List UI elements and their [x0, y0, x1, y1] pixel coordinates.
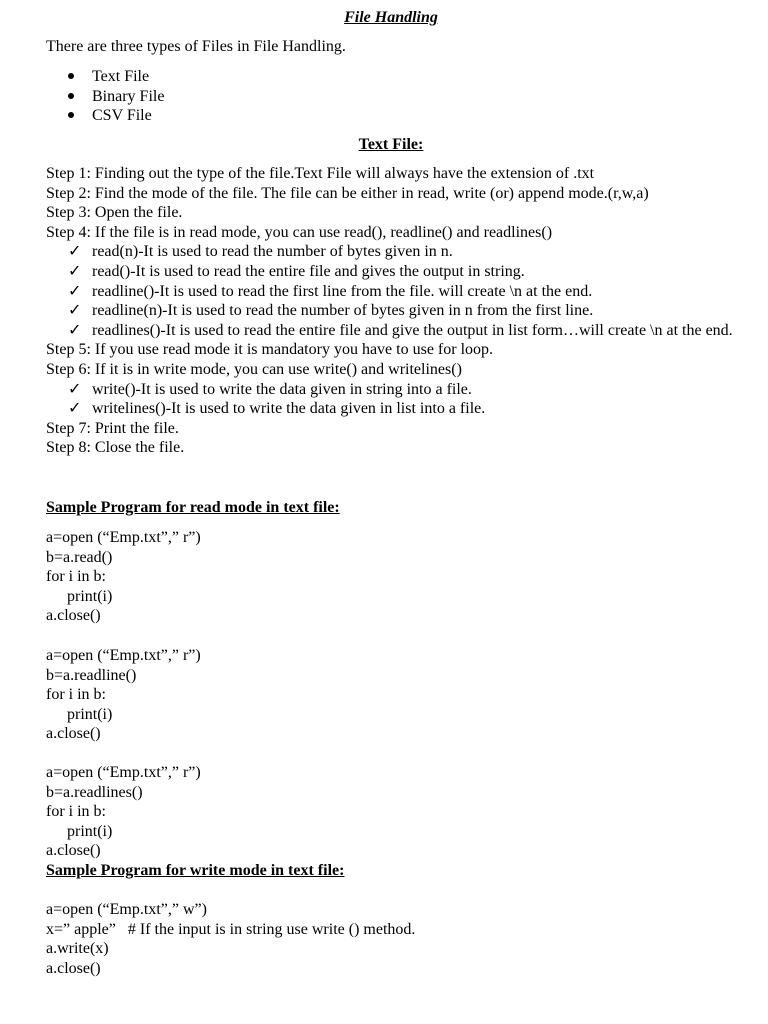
code-line: a.close() [46, 725, 101, 743]
read-program-3 [46, 763, 736, 861]
check-icon: ✓ [68, 400, 82, 418]
step-8: Step 8: Close the file. [46, 439, 185, 457]
read-sample-heading: Sample Program for read mode in text file: [46, 499, 340, 516]
code-line: a.close() [46, 607, 101, 625]
list-item: Text File [46, 67, 164, 87]
bullet-icon [68, 93, 74, 99]
read-method-item: ✓ read(n)-It is used to read the number of bytes given in n. [68, 243, 453, 261]
bullet-icon [68, 73, 74, 79]
read-program-2 [46, 646, 736, 744]
code-line: a=open (“Emp.txt”,” r”) [46, 647, 201, 664]
page-title: File Handling [344, 9, 438, 26]
check-icon: ✓ [68, 380, 82, 398]
write-sample-heading: Sample Program for write mode in text file: [46, 862, 345, 879]
file-types-list [46, 67, 164, 126]
code-line: print(i) [67, 587, 113, 605]
bullet-icon [68, 112, 74, 118]
code-line: a=open (“Emp.txt”,” r”) [46, 764, 201, 781]
step-5: Step 5: If you use read mode it is mandatory you have to use for loop. [46, 341, 494, 359]
code-line: b=a.read() [46, 548, 113, 566]
code-line: print(i) [67, 705, 113, 723]
code-line: for i in b: [46, 568, 106, 586]
check-icon: ✓ [68, 302, 82, 320]
step-3: Step 3: Open the file. [46, 204, 183, 222]
code-line: a.close() [46, 959, 101, 977]
read-method-item: ✓ readline(n)-It is used to read the number of bytes given in n from the first line. [68, 302, 594, 320]
step-7: Step 7: Print the file. [46, 419, 179, 437]
code-line: for i in b: [46, 686, 106, 704]
step-4: Step 4: If the file is in read mode, you can use read(), readline() and readlines() [46, 223, 553, 241]
check-icon: ✓ [68, 282, 82, 300]
list-item: CSV File [46, 106, 164, 126]
code-line: a.close() [46, 842, 101, 860]
write-program [46, 900, 736, 978]
read-method-item: ✓ read()-It is used to read the entire file and gives the output in string. [68, 262, 525, 280]
read-method-item: ✓ readline()-It is used to read the first line from the file. will create \n at the end. [68, 282, 593, 300]
code-line: b=a.readline() [46, 666, 137, 684]
code-line: print(i) [67, 822, 113, 840]
code-line: a=open (“Emp.txt”,” w”) [46, 901, 207, 918]
section-title: Text File: [358, 136, 424, 153]
check-icon: ✓ [68, 321, 82, 339]
code-line: a=open (“Emp.txt”,” r”) [46, 529, 201, 546]
step-6: Step 6: If it is in write mode, you can use write() and writelines() [46, 360, 462, 378]
step-2: Step 2: Find the mode of the file. The file can be either in read, write (or) append mode.(r,w,a) [46, 184, 649, 202]
check-icon: ✓ [68, 243, 82, 261]
code-line: x=” apple” # If the input is in string use write () method. [46, 920, 416, 938]
write-method-item: ✓ writelines()-It is used to write the data given in list into a file. [68, 400, 486, 418]
code-line: b=a.readlines() [46, 783, 143, 801]
steps-block [46, 164, 736, 458]
code-line: a.write(x) [46, 940, 109, 958]
intro-text: There are three types of Files in File Handling. [46, 38, 346, 55]
write-method-item: ✓ write()-It is used to write the data given in string into a file. [68, 380, 472, 398]
read-method-item: ✓ readlines()-It is used to read the entire file and give the output in list form…will create \n at the end. [68, 321, 733, 339]
read-program-1 [46, 528, 736, 626]
step-1: Step 1: Finding out the type of the file.Text File will always have the extension of .txt [46, 165, 595, 182]
list-item: Binary File [46, 87, 164, 107]
check-icon: ✓ [68, 262, 82, 280]
code-line: for i in b: [46, 803, 106, 821]
